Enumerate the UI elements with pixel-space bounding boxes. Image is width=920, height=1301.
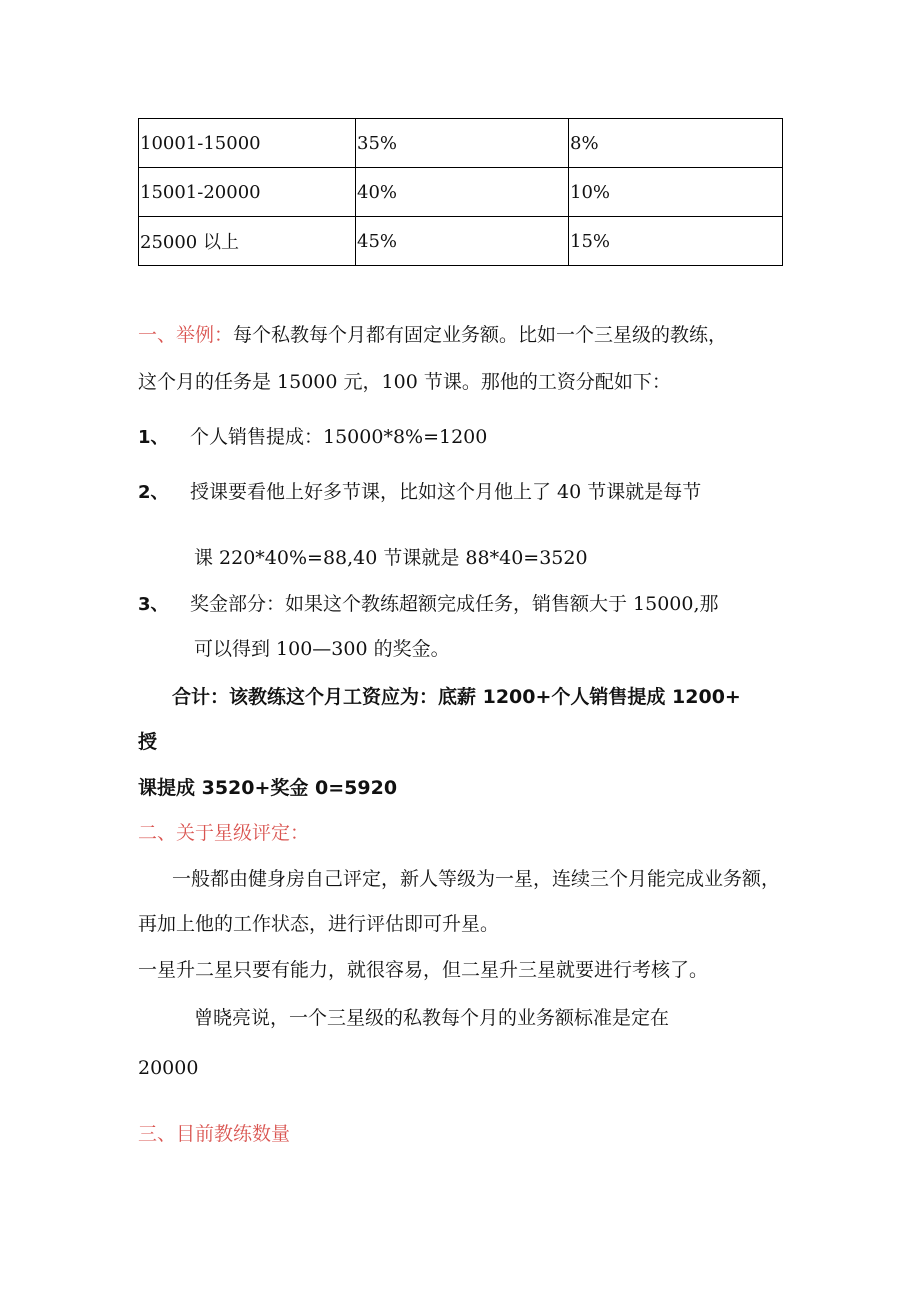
table-cell: 15% xyxy=(569,217,783,266)
list-text: 授课要看他上好多节课，比如这个月他上了 40 节课就是每节 xyxy=(190,481,702,503)
paragraph: 再加上他的工作状态，进行评估即可升星。 xyxy=(138,913,500,935)
paragraph: 曾晓亮说，一个三星级的私教每个月的业务额标准是定在 xyxy=(194,1007,670,1029)
list-text: 个人销售提成：15000*8%=1200 xyxy=(190,426,488,448)
table-row xyxy=(139,168,783,217)
section1-heading: 一、举例： xyxy=(138,324,234,346)
table-cell: 25000 以上 xyxy=(139,217,356,266)
table-cell: 8% xyxy=(569,119,783,168)
list-number: 1、 xyxy=(138,427,169,448)
table-cell: 10001-15000 xyxy=(139,119,356,168)
table-cell: 10% xyxy=(569,168,783,217)
list-number: 2、 xyxy=(138,482,169,503)
table-cell: 40% xyxy=(356,168,569,217)
section1-line2: 这个月的任务是 15000 元，100 节课。那他的工资分配如下： xyxy=(138,371,671,393)
list-item xyxy=(138,591,719,618)
list-text: 奖金部分：如果这个教练超额完成任务，销售额大于 15000,那 xyxy=(190,593,719,615)
section3-heading: 三、目前教练数量 xyxy=(138,1123,291,1145)
commission-table xyxy=(138,118,783,266)
section2-heading: 二、关于星级评定： xyxy=(138,822,310,844)
table-cell: 15001-20000 xyxy=(139,168,356,217)
total-line: 合计：该教练这个月工资应为：底薪 1200+个人销售提成 1200+ xyxy=(172,686,741,708)
total-line: 课提成 3520+奖金 0=5920 xyxy=(138,777,398,799)
list-item-continuation: 课 220*40%=88,40 节课就是 88*40=3520 xyxy=(194,547,588,569)
list-item xyxy=(138,479,701,506)
table-row xyxy=(139,217,783,266)
list-number: 3、 xyxy=(138,594,169,615)
paragraph: 20000 xyxy=(138,1057,199,1079)
section1-intro: 每个私教每个月都有固定业务额。比如一个三星级的教练， xyxy=(233,324,728,346)
list-item xyxy=(138,424,487,451)
total-line: 授 xyxy=(138,731,158,753)
list-item-continuation: 可以得到 100—300 的奖金。 xyxy=(194,638,450,660)
table-cell: 45% xyxy=(356,217,569,266)
paragraph: 一般都由健身房自己评定，新人等级为一星，连续三个月能完成业务额， xyxy=(172,868,781,890)
table-cell: 35% xyxy=(356,119,569,168)
table-row xyxy=(139,119,783,168)
section1-line1 xyxy=(138,322,727,348)
paragraph: 一星升二星只要有能力，就很容易，但二星升三星就要进行考核了。 xyxy=(138,959,709,981)
